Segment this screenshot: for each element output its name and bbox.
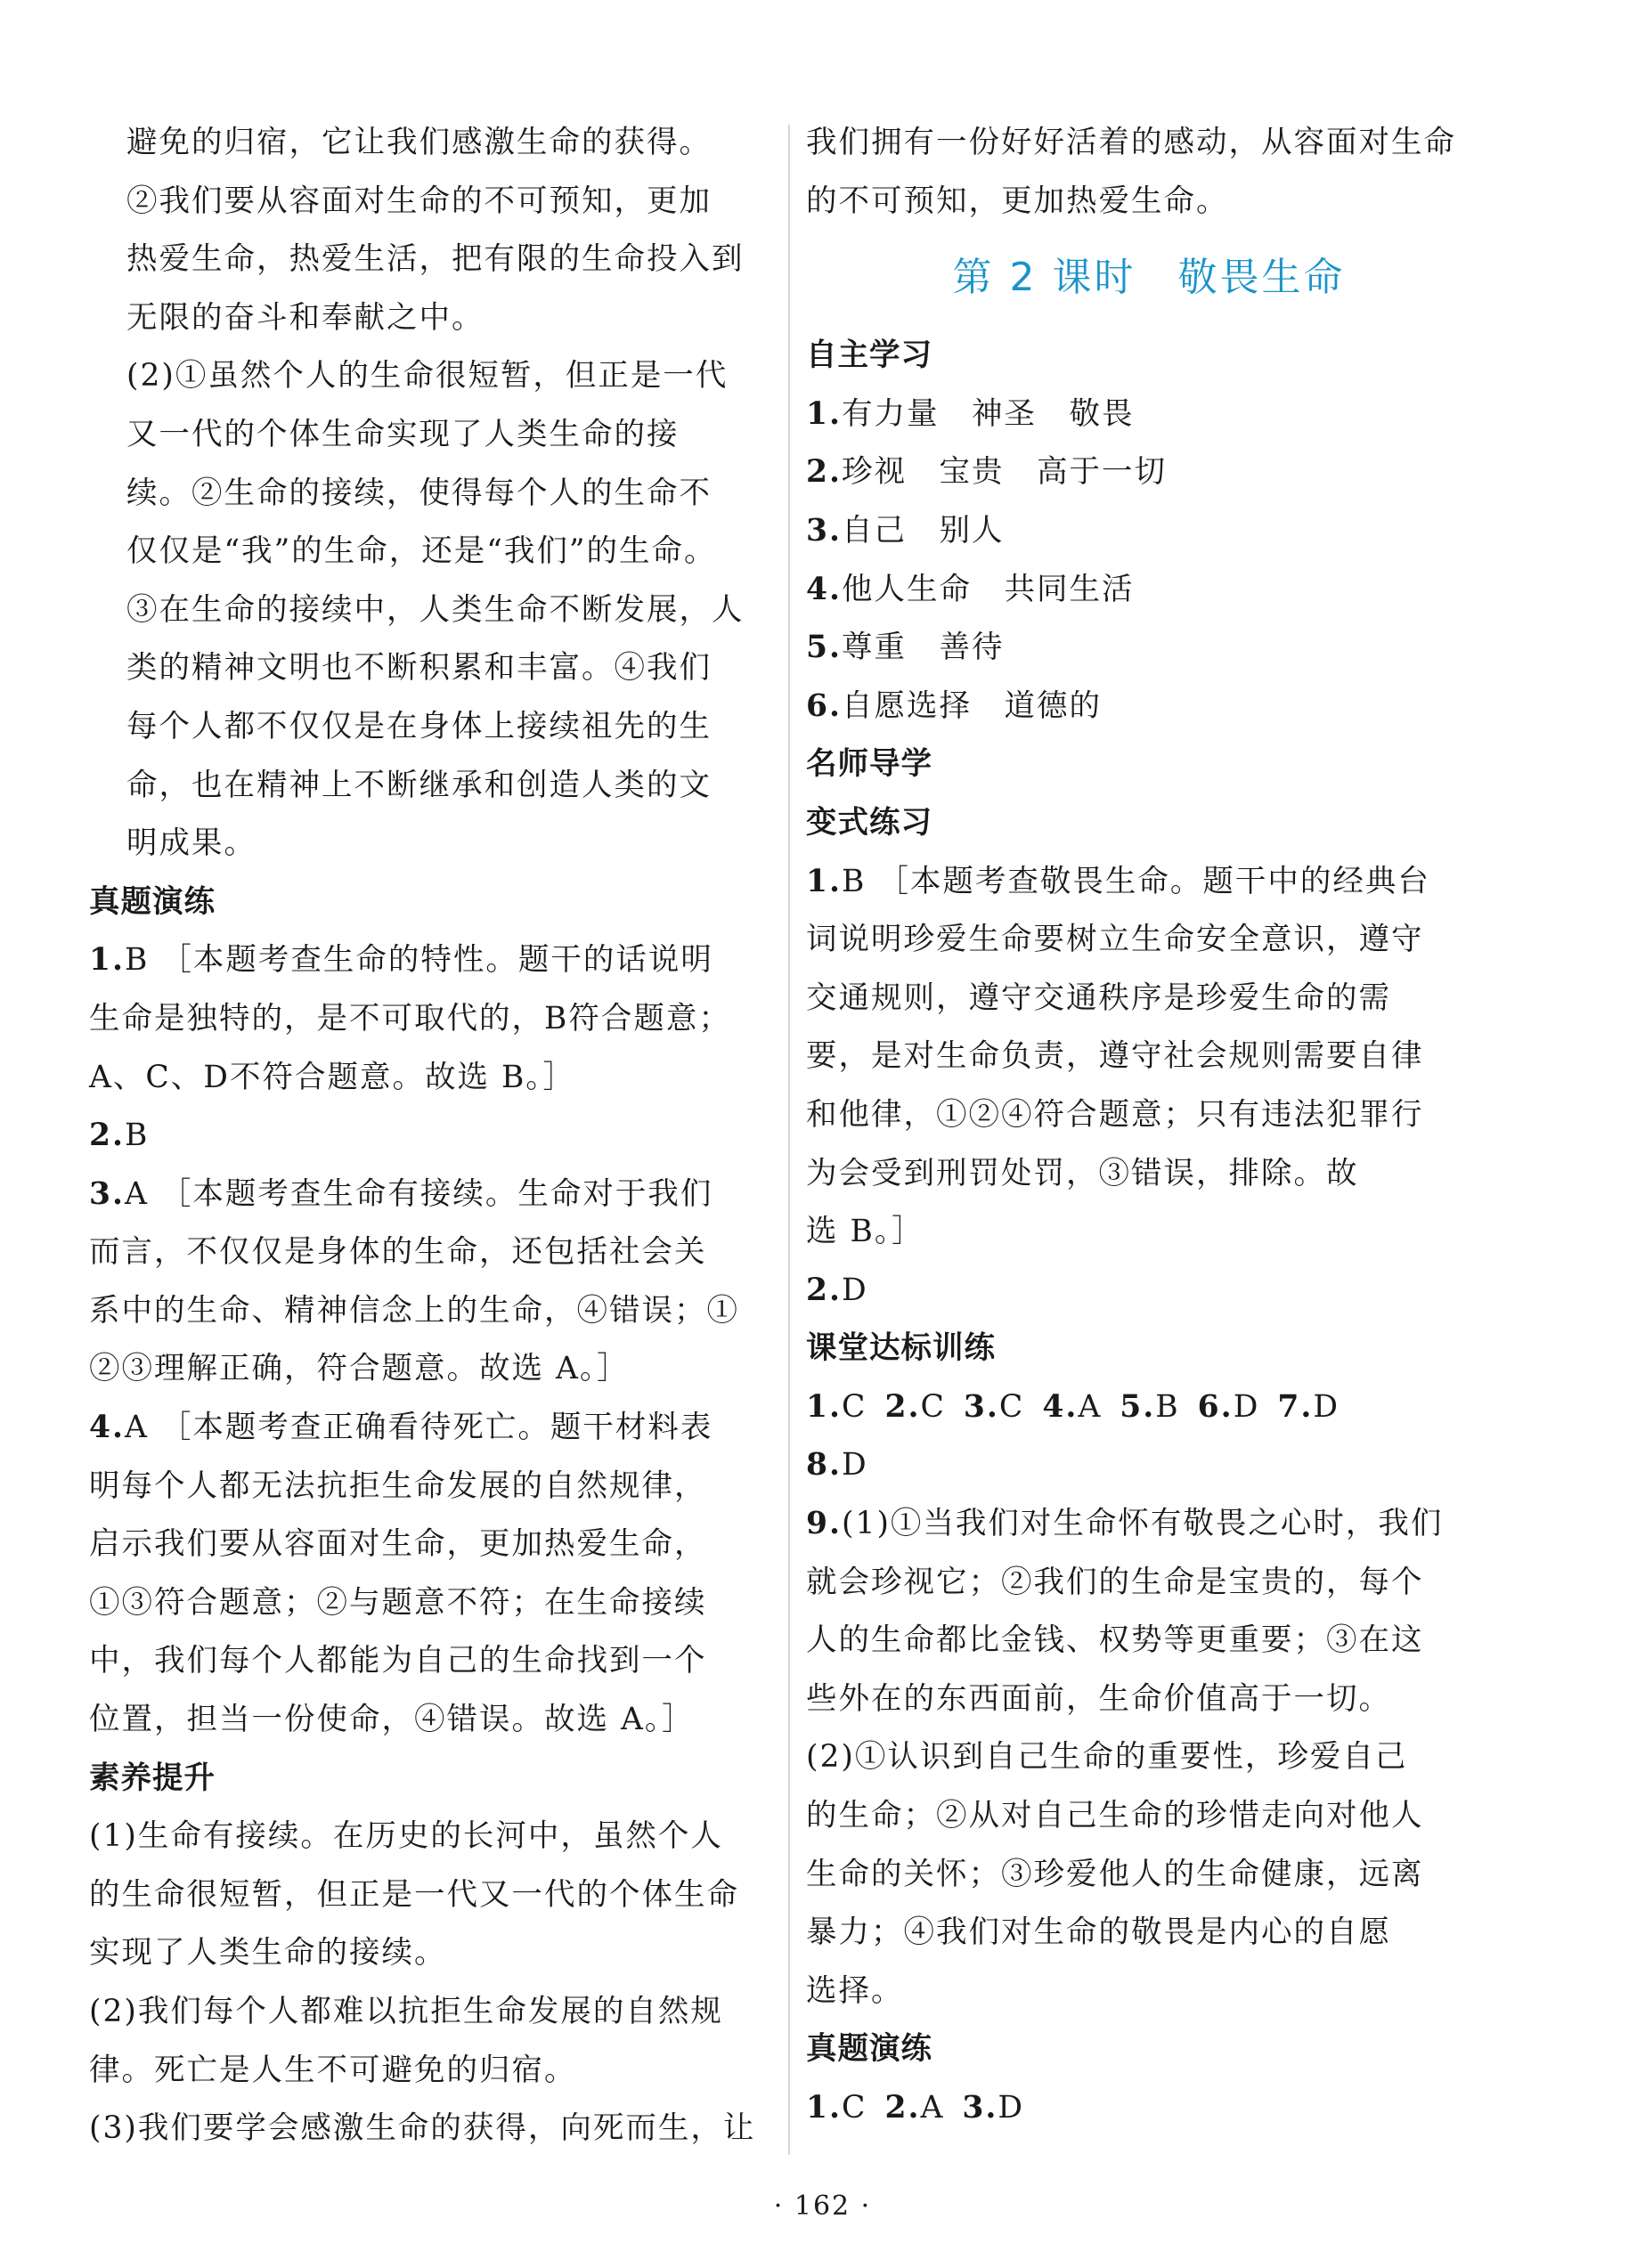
ketang-answers-row: [806, 1378, 1492, 1437]
text-line: 续。②生命的接续，使得每个人的生命不: [126, 475, 712, 511]
item-text: 珍视 宝贵 高于一切: [842, 454, 1168, 491]
item-number: 8.: [806, 1447, 843, 1484]
item-text: 尊重 善待: [842, 630, 1005, 666]
text-line: 位置，担当一份使命，④错误。故选 A。］: [89, 1702, 695, 1738]
text-line: 仅仅是“我”的生命，还是“我们”的生命。: [126, 533, 717, 570]
answer-text: D: [842, 1447, 868, 1484]
item-number: 3.: [89, 1175, 126, 1212]
text-line: 暴力；④我们对生命的敬畏是内心的自愿: [806, 1914, 1391, 1951]
item-text: 他人生命 共同生活: [842, 571, 1135, 607]
text-line: 明每个人都无法抗拒生命发展的自然规律，: [89, 1467, 707, 1504]
item-number: 6.: [806, 687, 843, 724]
answer-item: 3.C: [963, 1388, 1025, 1425]
answer-item: 2.A: [884, 2090, 945, 2126]
answer-item: 1.C: [806, 1388, 867, 1425]
list-item: [806, 502, 1492, 561]
text-line: ③在生命的接续中，人类生命不断发展，人: [126, 591, 745, 628]
item-number: 4.: [89, 1410, 126, 1446]
zhenti-item-3: [89, 1166, 775, 1399]
list-item: [806, 386, 1492, 444]
text-line: 系中的生命、精神信念上的生命，④错误；①: [89, 1292, 739, 1329]
section-heading-ketang: 课堂达标训练: [806, 1330, 996, 1367]
text-line: B ［本题考查敬畏生命。题干中的经典台: [842, 863, 1430, 899]
text-line: 的生命很短暂，但正是一代又一代的个体生命: [89, 1876, 739, 1913]
answer-item: 6.D: [1197, 1388, 1260, 1425]
text-line: (3)我们要学会感激生命的获得，向死而生，让: [89, 2110, 756, 2147]
item-number: 3.: [806, 512, 843, 549]
ketang-item-9: [806, 1495, 1492, 2020]
list-item: [806, 561, 1492, 620]
text-line: 明成果。: [126, 825, 257, 862]
text-line: (2)我们每个人都难以抗拒生命发展的自然规: [89, 1994, 723, 2029]
text-line: 的不可预知，更加热爱生命。: [806, 183, 1229, 219]
item-number: 5.: [806, 630, 843, 666]
text-line: (1)生命有接续。在历史的长河中，虽然个人: [89, 1818, 723, 1855]
list-item: [806, 678, 1492, 736]
text-line: 实现了人类生命的接续。: [89, 1935, 447, 1971]
text-line: 和他律，①②④符合题意；只有违法犯罪行: [806, 1096, 1424, 1133]
item-number: 1.: [806, 863, 843, 899]
right-column: [806, 114, 1492, 2138]
answer-item: 5.B: [1120, 1388, 1180, 1425]
text-line: D: [842, 1272, 868, 1308]
item-text: 有力量 神圣 敬畏: [842, 395, 1135, 432]
text-line: (2)①虽然个人的生命很短暂，但正是一代: [126, 358, 729, 394]
text-line: B ［本题考查生命的特性。题干的话说明: [125, 942, 713, 979]
text-line: 生命是独特的，是不可取代的，B符合题意；: [89, 1000, 731, 1036]
bianshi-item-1: [806, 853, 1492, 1262]
item-text: 自己 别人: [842, 512, 1005, 549]
text-line: 启示我们要从容面对生命，更加热爱生命，: [89, 1526, 707, 1563]
left-column: [89, 114, 775, 2158]
text-line: 交通规则，遵守交通秩序是珍爱生命的需: [806, 980, 1391, 1016]
text-line: 就会珍视它；②我们的生命是宝贵的，每个: [806, 1564, 1424, 1600]
item-number: 9.: [806, 1506, 843, 1542]
page-number: · 162 ·: [773, 2191, 872, 2222]
section-heading-suyang: 素养提升: [89, 1760, 216, 1796]
answer-part-2-paragraph: [89, 347, 775, 873]
section-heading-zhenti-2: 真题演练: [806, 2031, 932, 2068]
ketang-item-8: [806, 1436, 1492, 1495]
text-line: 词说明珍爱生命要树立生命安全意识，遵守: [806, 922, 1424, 958]
zhenti-item-2: [89, 1107, 775, 1166]
text-line: 命，也在精神上不断继承和创造人类的文: [126, 767, 712, 803]
text-line: ②③理解正确，符合题意。故选 A。］: [89, 1351, 630, 1387]
text-line: 无限的奋斗和奉献之中。: [126, 299, 485, 336]
text-line: 些外在的东西面前，生命价值高于一切。: [806, 1680, 1391, 1717]
list-item: [806, 619, 1492, 678]
answer-item: 4.A: [1042, 1388, 1103, 1425]
text-line: 我们拥有一份好好活着的感动，从容面对生命: [806, 125, 1456, 160]
text-line: 选择。: [806, 1972, 904, 2009]
list-item: [806, 443, 1492, 502]
text-line: 热爱生命，热爱生活，把有限的生命投入到: [126, 241, 745, 278]
item-number: 2.: [89, 1118, 126, 1154]
bianshi-item-2: [806, 1262, 1492, 1321]
text-line: 为会受到刑罚处罚，③错误，排除。故: [806, 1155, 1359, 1191]
text-line: (2)①认识到自己生命的重要性，珍爱自己: [806, 1739, 1408, 1776]
item-number: 2.: [806, 454, 843, 491]
item-number: 1.: [806, 395, 843, 432]
text-line: 的生命；②从对自己生命的珍惜走向对他人: [806, 1798, 1424, 1834]
text-line: A ［本题考查正确看待死亡。题干材料表: [125, 1410, 713, 1446]
section-heading-mingshi: 名师导学: [806, 746, 932, 783]
section-heading-zhenti: 真题演练: [89, 883, 216, 920]
section-heading-zizhu: 自主学习: [806, 337, 932, 374]
text-line: ②我们要从容面对生命的不可预知，更加: [126, 183, 712, 219]
text-line: 而言，不仅仅是身体的生命，还包括社会关: [89, 1234, 707, 1271]
answer-item: 1.C: [806, 2090, 867, 2126]
answer-item: 7.D: [1277, 1388, 1340, 1425]
item-text: 自愿选择 道德的: [842, 687, 1103, 724]
lesson-title: 第 2 课时 敬畏生命: [952, 255, 1346, 301]
text-line: 避免的归宿，它让我们感激生命的获得。: [126, 125, 712, 160]
text-line: 人的生命都比金钱、权势等更重要；③在这: [806, 1622, 1424, 1659]
text-line: A、C、D不符合题意。故选 B。］: [89, 1059, 576, 1095]
text-line: 生命的关怀；③珍爱他人的生命健康，远离: [806, 1856, 1424, 1892]
item-number: 2.: [806, 1272, 843, 1308]
answer-item: 3.D: [962, 2090, 1025, 2126]
item-number: 1.: [89, 942, 126, 979]
text-line: A ［本题考查生命有接续。生命对于我们: [125, 1175, 713, 1212]
continued-paragraph: [806, 114, 1492, 231]
text-line: 中，我们每个人都能为自己的生命找到一个: [89, 1643, 707, 1679]
zhenti2-answers-row: [806, 2079, 1492, 2138]
text-line: (1)①当我们对生命怀有敬畏之心时，我们: [842, 1506, 1444, 1542]
text-line: 又一代的个体生命实现了人类生命的接: [126, 416, 680, 452]
column-divider: [788, 125, 790, 2155]
text-line: ①③符合题意；②与题意不符；在生命接续: [89, 1584, 707, 1621]
text-line: 要，是对生命负责，遵守社会规则需要自律: [806, 1038, 1424, 1075]
intro-paragraph: [89, 114, 775, 347]
subsection-heading-bianshi: 变式练习: [806, 804, 932, 841]
text-line: 律。死亡是人生不可避免的归宿。: [89, 2052, 577, 2088]
item-number: 4.: [806, 571, 843, 607]
zhenti-item-1: [89, 931, 775, 1107]
text-line: B: [125, 1118, 150, 1154]
text-line: 选 B。］: [806, 1214, 924, 1250]
zhenti-item-4: [89, 1399, 775, 1750]
text-line: 每个人都不仅仅是在身体上接续祖先的生: [126, 708, 712, 744]
suyang-paragraph: [89, 1808, 775, 2158]
zizhu-list: [806, 386, 1492, 736]
answer-item: 2.C: [884, 1388, 946, 1425]
text-line: 类的精神文明也不断积累和丰富。④我们: [126, 650, 712, 687]
